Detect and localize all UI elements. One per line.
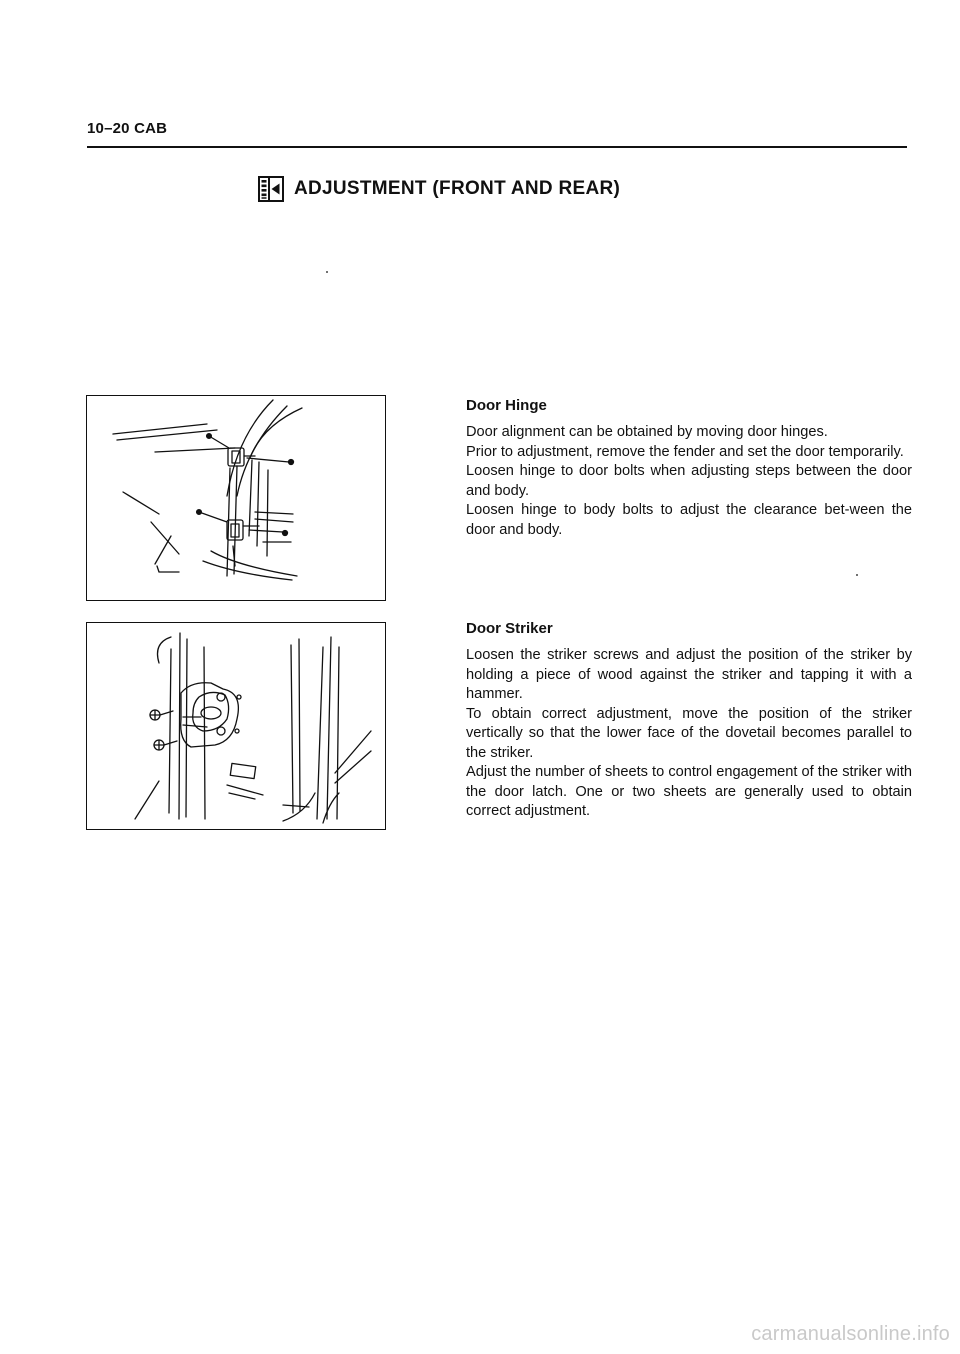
door-hinge-section (466, 397, 912, 540)
door-striker-paragraph: Loosen the striker screws and adjust the position of the striker by holding a piece of wood against the striker and tapping it with a hammer. (466, 647, 912, 702)
watermark: carmanualsonline.info (751, 1323, 950, 1345)
door-striker-illustration (86, 622, 386, 830)
door-hinge-paragraph: Loosen hinge to door bolts when adjusting steps between the door and body. (466, 463, 912, 499)
page-header: 10–20 CAB (87, 120, 168, 137)
scan-speck (856, 574, 858, 576)
section-title-text: ADJUSTMENT (FRONT AND REAR) (294, 178, 621, 199)
door-striker-section (466, 620, 912, 822)
door-striker-paragraph: Adjust the number of sheets to control engagement of the striker with the door latch. One or two sheets are generally used to obtain correct adjustment. (466, 764, 912, 819)
header-rule (87, 146, 907, 148)
door-hinge-paragraph: Prior to adjustment, remove the fender and set the door temporarily. (466, 443, 904, 460)
door-striker-heading: Door Striker (466, 620, 553, 637)
door-hinge-paragraph: Loosen hinge to body bolts to adjust the clearance bet-ween the door and body. (466, 502, 912, 538)
scan-speck (326, 271, 328, 273)
door-hinge-paragraph: Door alignment can be obtained by moving door hinges. (466, 424, 828, 440)
door-hinge-heading: Door Hinge (466, 397, 547, 414)
door-striker-paragraph: To obtain correct adjustment, move the position of the striker vertically so that the lower face of the dovetail becomes parallel to the striker. (466, 705, 912, 761)
section-title (258, 176, 620, 202)
door-hinge-illustration (86, 395, 386, 601)
adjustment-icon (258, 176, 284, 202)
